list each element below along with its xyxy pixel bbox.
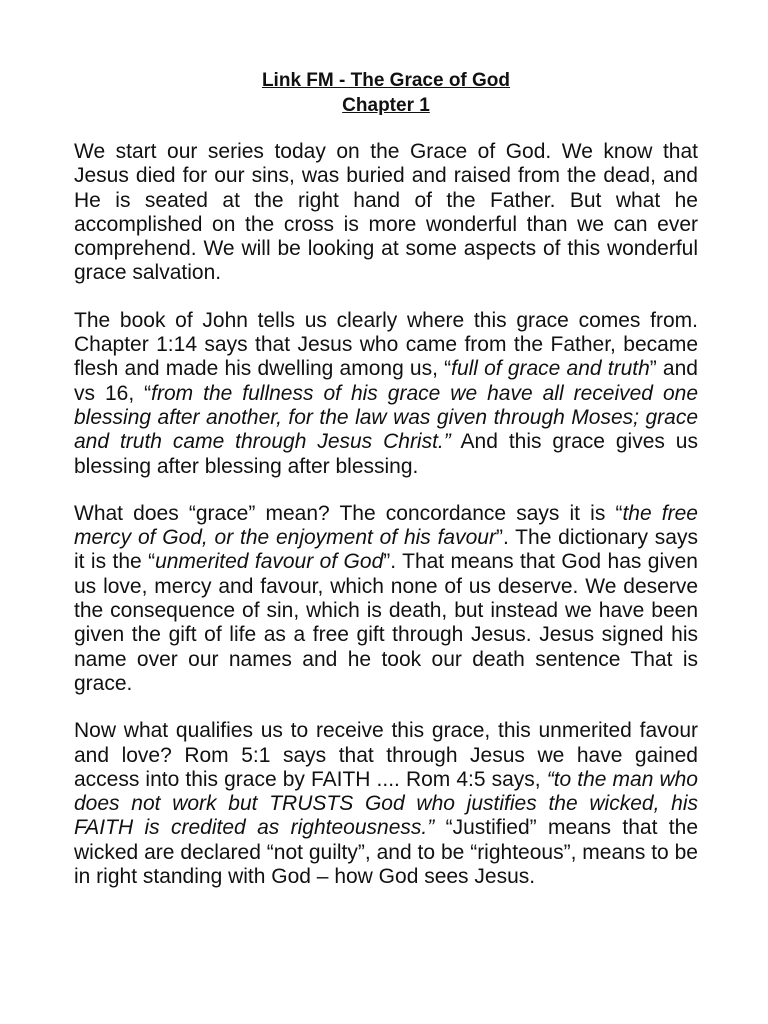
document-page [74, 68, 698, 889]
text-run: ”. That means that God has given us love, mercy and favour, which none of us deserve. We deserve the consequence of sin, which is death, but instead we have been given the gift of life as a free gift through Jesus. Jesus signed his name over our names and he took our death sentence That is grace. [74, 550, 698, 695]
paragraph-4 [74, 719, 698, 889]
text-run: Now what qualifies us to receive this grace, this unmerited favour and love? Rom 5:1 says that through Jesus we have gained access into this grace by FAITH .... Rom 4:5 says, [74, 719, 698, 791]
text-run: “Justified” means that the wicked are declared “not guilty”, and to be “righteous”, means to be in right standing with God – how God sees Jesus. [74, 816, 698, 889]
paragraph-3 [74, 502, 698, 696]
title-block [74, 68, 698, 118]
text-run: ”. The dictionary says it is the “ [74, 526, 698, 574]
chapter-heading: Chapter 1 [342, 95, 430, 116]
text-run: And this grace gives us blessing after blessing after blessing. [74, 430, 698, 478]
paragraph-1 [74, 140, 698, 286]
italic-text: unmerited favour of God [155, 550, 384, 574]
text-run: The book of John tells us clearly where this grace comes from. Chapter 1:14 says that Jesus who came from the Father, became flesh and made his dwelling among us, “ [74, 308, 698, 381]
document-body [74, 140, 698, 889]
italic-text: the free mercy of God, or the enjoyment of his favour [74, 501, 698, 550]
italic-text: “to the man who does not work but TRUSTS God who justifies the wicked, his FAITH is credited as righteousness.” [74, 767, 698, 840]
text-run: What does “grace” mean? The concordance says it is “ [74, 501, 623, 525]
italic-text: from the fullness of his grace we have all received one blessing after another, for the law was given through Moses; grace and truth came through Jesus Christ.” [74, 381, 698, 454]
document-title: Link FM - The Grace of God [261, 70, 511, 91]
italic-text: full of grace and truth [451, 357, 650, 381]
text-run: We start our series today on the Grace of God. We know that Jesus died for our sins, was buried and raised from the dead, and He is seated at the right hand of the Father. But what he accomplished on the cross is more wonderful than we can ever comprehend. We will be looking at some aspects of this wonderful grace salvation. [74, 140, 698, 285]
text-run: ” and vs 16, “ [74, 357, 698, 405]
paragraph-2 [74, 309, 698, 479]
